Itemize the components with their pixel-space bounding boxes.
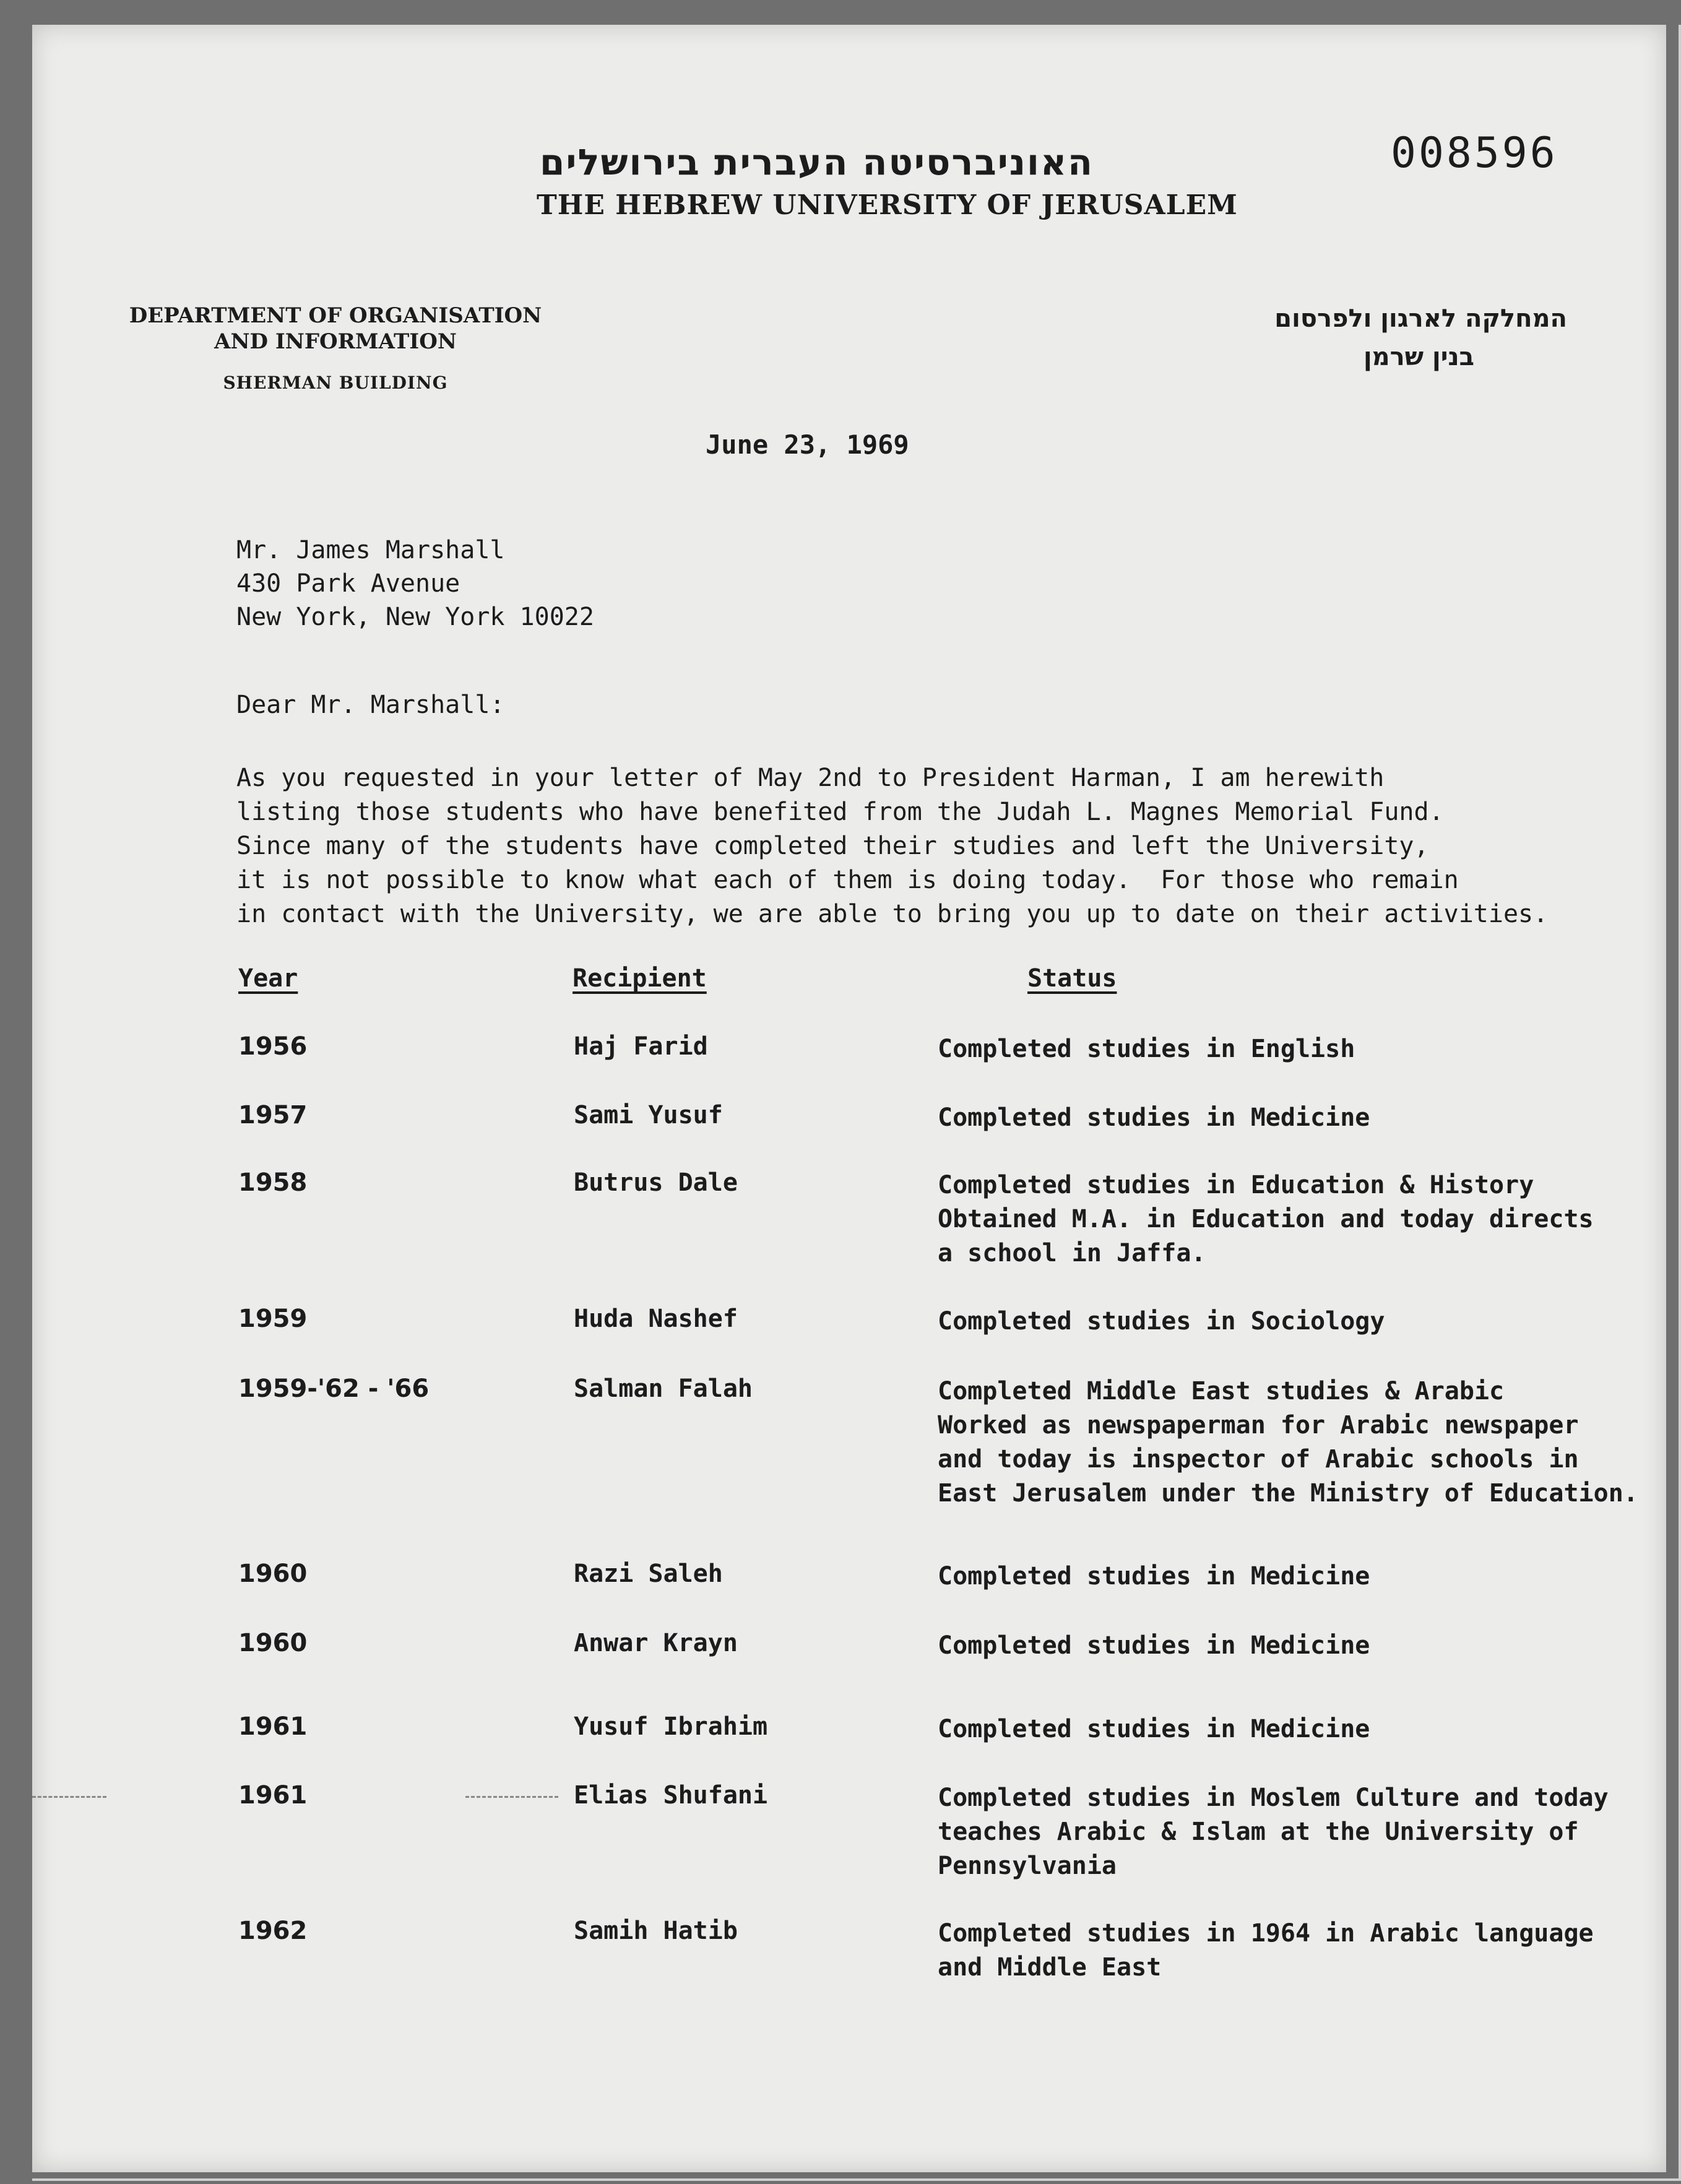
department-block-hebrew [1183, 304, 1567, 371]
letter-date: June 23, 1969 [706, 429, 909, 460]
row-year: 1959 [238, 1305, 308, 1333]
row-status: Completed studies in English [938, 1035, 1355, 1063]
row-recipient: Razi Saleh [574, 1560, 723, 1588]
department-hebrew-line-2: בנין שרמן [1363, 343, 1474, 371]
row-status: Completed studies in Medicine [938, 1562, 1370, 1591]
row-recipient: Elias Shufani [574, 1781, 768, 1810]
row-status: Completed studies in Medicine [938, 1103, 1370, 1132]
department-line-2: AND INFORMATION [214, 329, 457, 354]
row-year: 1962 [238, 1917, 308, 1945]
column-header-recipient: Recipient [573, 964, 707, 993]
stray-mark [32, 1796, 106, 1798]
salutation: Dear Mr. Marshall: [236, 691, 505, 719]
row-year: 1960 [238, 1560, 308, 1588]
row-year: 1961 [238, 1712, 308, 1741]
row-recipient: Anwar Krayn [574, 1629, 738, 1657]
addressee-city: New York, New York 10022 [236, 603, 594, 631]
row-year: 1960 [238, 1629, 308, 1657]
row-status: Completed studies in 1964 in Arabic language and Middle East [938, 1919, 1594, 1982]
row-recipient: Samih Hatib [574, 1917, 738, 1945]
row-recipient: Yusuf Ibrahim [574, 1712, 768, 1741]
document-number: 008596 [1391, 129, 1558, 178]
row-recipient: Salman Falah [574, 1375, 753, 1403]
row-status: Completed Middle East studies & Arabic Worked as newspaperman for Arabic newspaper and today is inspector of Arabic schools in East Jerusalem under the Ministry of Education. [938, 1377, 1638, 1508]
row-year: 1959-'62 - '66 [238, 1375, 430, 1403]
row-status: Completed studies in Medicine [938, 1715, 1370, 1743]
letter-page [32, 25, 1666, 2172]
column-header-year: Year [238, 964, 298, 993]
building-name: SHERMAN BUILDING [223, 373, 448, 393]
letter-body: As you requested in your letter of May 2nd to President Harman, I am herewith listing those students who have benefited from the Judah L. Magnes Memorial Fund. Since many of the students have completed their studies and left the University, it is not possible to know what each of them is doing today. For those who remain in contact with the University, we are able to bring you up to date on their activities. [236, 764, 1549, 928]
department-hebrew-line-1: המחלקה לארגון ולפרסום [1274, 304, 1567, 333]
row-status: Completed studies in Education & History Obtained M.A. in Education and today directs a school in Jaffa. [938, 1171, 1594, 1267]
row-year: 1957 [238, 1101, 308, 1129]
row-recipient: Butrus Dale [574, 1168, 738, 1197]
addressee-street: 430 Park Avenue [236, 569, 460, 598]
row-recipient: Sami Yusuf [574, 1101, 723, 1129]
row-status: Completed studies in Moslem Culture and today teaches Arabic & Islam at the University of Pennsylvania [938, 1784, 1609, 1880]
department-line-1: DEPARTMENT OF ORGANISATION [129, 303, 542, 328]
addressee-name: Mr. James Marshall [236, 536, 505, 564]
university-name-hebrew: האוניברסיטה העברית בירושלים [540, 141, 1094, 183]
department-block [125, 303, 546, 393]
row-year: 1961 [238, 1781, 308, 1810]
row-recipient: Huda Nashef [574, 1305, 738, 1333]
university-name-english: THE HEBREW UNIVERSITY OF JERUSALEM [537, 189, 1238, 221]
column-header-status: Status [1027, 964, 1117, 993]
row-status: Completed studies in Sociology [938, 1307, 1385, 1336]
row-recipient: Haj Farid [574, 1032, 708, 1061]
row-year: 1956 [238, 1032, 308, 1061]
stray-mark [465, 1796, 558, 1798]
row-year: 1958 [238, 1168, 308, 1197]
row-status: Completed studies in Medicine [938, 1631, 1370, 1660]
